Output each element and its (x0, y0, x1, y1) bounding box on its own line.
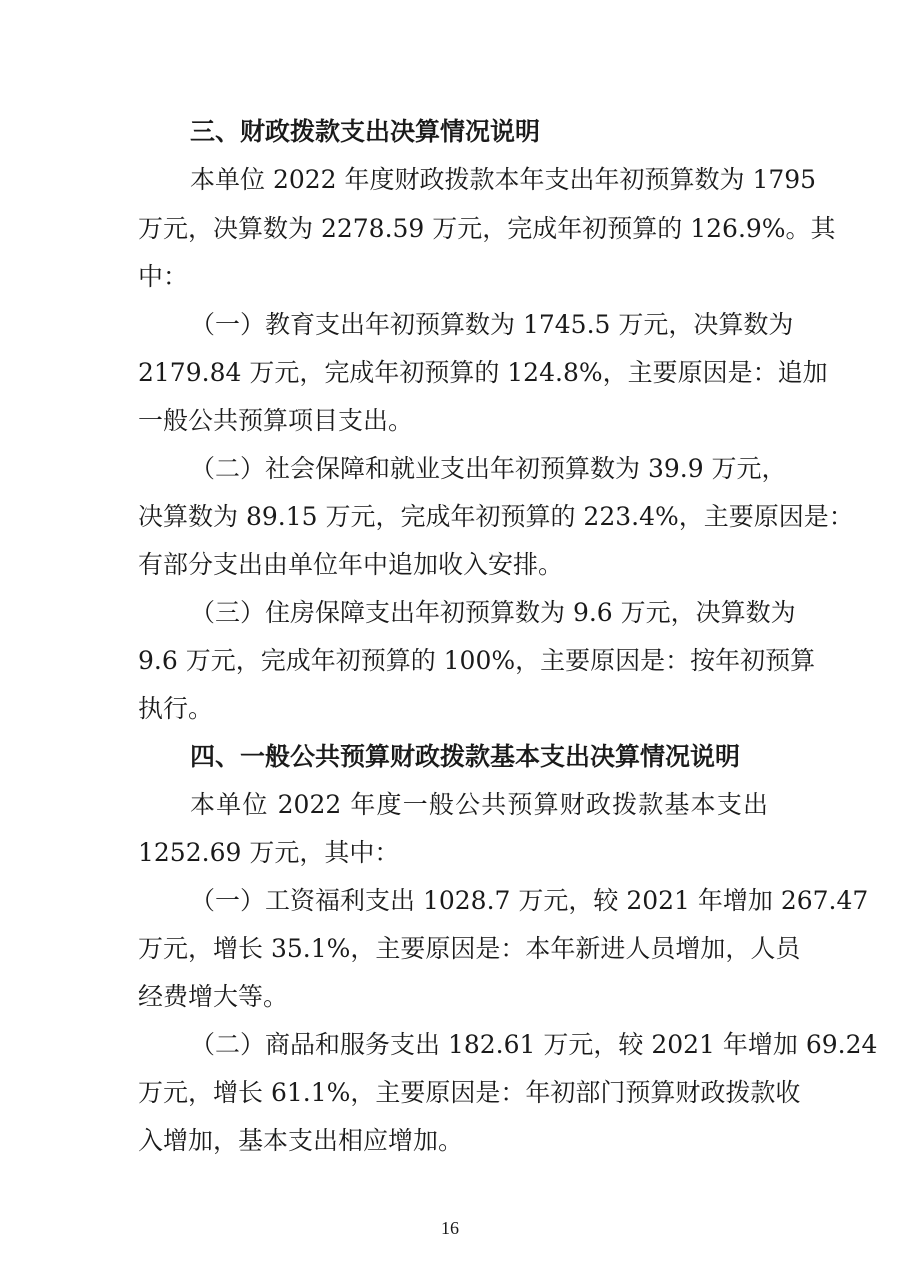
section-3-item-2-line-3: 有部分支出由单位年中追加收入安排。 (138, 550, 564, 579)
section-4-intro-line-2: 1252.69 万元，其中： (138, 838, 400, 867)
section-4-intro-line-1: 本单位 2022 年度一般公共预算财政拨款基本支出 (190, 790, 768, 819)
section-3-intro-line-2: 万元，决算数为 2278.59 万元，完成年初预算的 126.9%。其 (138, 214, 836, 243)
section-3-item-1-line-2: 2179.84 万元，完成年初预算的 124.8%，主要原因是：追加 (138, 358, 828, 387)
section-4-item-1-line-2: 万元，增长 35.1%，主要原因是：本年新进人员增加，人员 (138, 934, 801, 963)
section-3-item-2-line-1: （二）社会保障和就业支出年初预算数为 39.9 万元， (190, 454, 787, 483)
section-4-item-1-line-3: 经费增大等。 (138, 982, 289, 1011)
section-4-item-1-line-1: （一）工资福利支出 1028.7 万元，较 2021 年增加 267.47 (190, 886, 869, 915)
section-3-intro-line-3: 中： (138, 262, 189, 291)
section-4-item-2-line-3: 入增加，基本支出相应增加。 (138, 1126, 464, 1155)
section-3-item-3-line-3: 执行。 (138, 694, 214, 723)
section-3-heading: 三、财政拨款支出决算情况说明 (190, 117, 541, 146)
section-3-item-1-line-1: （一）教育支出年初预算数为 1745.5 万元，决算数为 (190, 310, 794, 339)
section-3-item-2-line-2: 决算数为 89.15 万元，完成年初预算的 223.4%，主要原因是： (138, 502, 854, 531)
section-4-item-2-line-1: （二）商品和服务支出 182.61 万元，较 2021 年增加 69.24 (190, 1030, 878, 1059)
section-3-item-1-line-3: 一般公共预算项目支出。 (138, 406, 414, 435)
section-4-heading: 四、一般公共预算财政拨款基本支出决算情况说明 (190, 742, 741, 771)
section-4-item-2-line-2: 万元，增长 61.1%，主要原因是：年初部门预算财政拨款收 (138, 1078, 801, 1107)
section-3-intro-line-1: 本单位 2022 年度财政拨款本年支出年初预算数为 1795 (190, 165, 817, 194)
page-number: 16 (441, 1218, 459, 1238)
section-3-item-3-line-2: 9.6 万元，完成年初预算的 100%，主要原因是：按年初预算 (138, 646, 816, 675)
section-3-item-3-line-1: （三）住房保障支出年初预算数为 9.6 万元，决算数为 (190, 598, 796, 627)
